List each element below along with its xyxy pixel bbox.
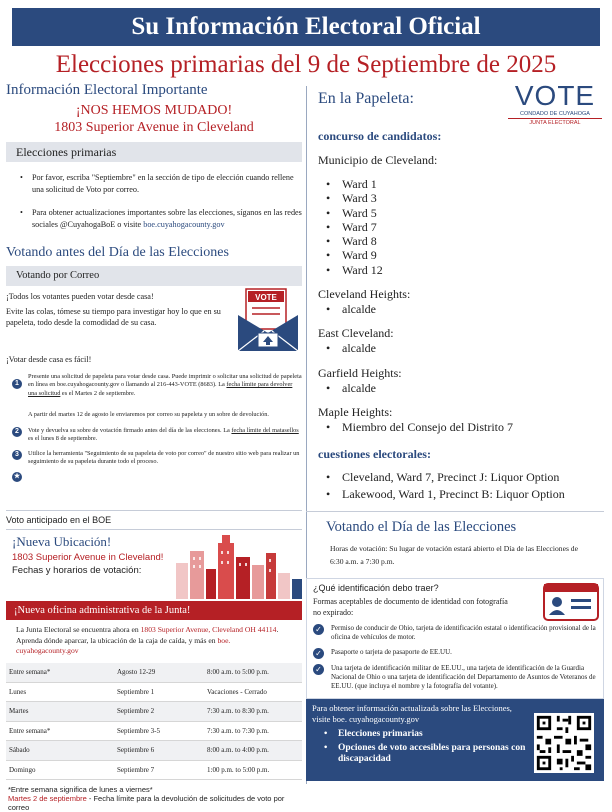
hours-time-cell: 8:00 a.m. to 5:00 p.m. [204,663,302,683]
mail-intro-p1: ¡Todos los votantes pueden votar desde casa! [6,292,154,301]
deadline-date: Martes 2 de septiembre [8,794,87,803]
vote-logo-word: VOTE [514,80,596,111]
mail-intro [6,291,302,353]
hours-row [6,682,302,702]
vote-envelope-icon [236,289,300,351]
place-name: Maple Heights: [318,404,393,419]
hours-time-cell: Vacaciones - Cerrado [204,682,302,702]
qr-code-icon[interactable] [534,713,594,773]
place-list [318,287,604,434]
hours-row [6,663,302,683]
cleveland-label: Municipio de Cleveland: [318,153,438,167]
id-intro: Formas aceptables de documento de identidad con fotografía no expirado: [313,596,508,617]
step-text: Presente una solicitud de papeleta para votar desde casa. Puede imprimir o solicitar una solicitud de papeleta en línea en boe.cuyahogacounty.gov o llamando al 216-443-VOTE (8683). La [28,373,302,389]
footer-link-item[interactable]: • Opciones de voto accesibles para personas con discapacidad [312,743,530,765]
right-column [312,80,604,781]
mail-steps [6,373,302,486]
step-number: 1 [12,379,22,389]
hours-row [6,741,302,761]
hours-row [6,760,302,780]
primaries-bullet-2 [6,207,302,230]
hours-day-cell: Domingo [6,760,114,780]
step-number: 3 [12,450,22,460]
new-office-bar: ¡Nueva oficina administrativa de la Junta! [6,601,302,620]
hours-date-cell: Septiembre 2 [114,702,204,722]
step-text: es el Martes 2 de septiembre. [60,389,136,397]
place-office: • Miembro del Consejo del Distrito 7 [318,420,604,434]
hours-footnote [6,785,302,812]
logo-board: JUNTA ELECTORAL [529,120,581,126]
hours-day-cell: Sábado [6,741,114,761]
new-location-heading: ¡Nueva Ubicación! [12,534,112,549]
step-text: Vote y devuelva su sobre de votación firmado antes del día de las elecciones. La [28,427,232,434]
step-number: 2 [12,427,22,437]
ward-item: • Ward 9 [318,248,604,262]
deadline-footnote [8,794,302,812]
id-item [313,664,597,692]
issue-item: • Lakewood, Ward 1, Precinct B: Liquor Option [318,487,604,501]
candidates-heading: concurso de candidatos: [318,129,442,143]
step-text: A partir del martes 12 de agosto le enviaremos por correo su papeleta y un sobre de devolución. [28,411,269,418]
id-item-text: Permiso de conducir de Ohio, tarjeta de identificación estatal o identificación provisional de la oficina de vehículos de motor. [331,623,596,642]
step-text: es el lunes 8 de septiembre. [28,435,98,443]
office-text-b: . Aprenda dónde aparcar, la ubicación de la caja de caída, y más en [16,625,279,645]
election-subtitle: Elecciones primarias del 9 de Septiembre de 2025 [55,51,557,78]
primaries-bullet-1: • Por favor, escriba "Septiembre" en la sección de tipo de elección cuando rellene una solicitud de Voto por correo. [6,172,302,195]
star-icon: ★ [13,473,21,480]
ward-item: • Ward 3 [318,191,604,205]
step-item [6,472,302,486]
new-location-block [6,533,302,601]
hours-time-cell: 7:30 a.m. to 8:30 p.m. [204,702,302,722]
logo-county: CONDADO DE CUYAHOGA [508,110,602,119]
hours-date-cell: Septiembre 7 [114,760,204,780]
hours-day-cell: Lunes [6,682,114,702]
hours-day-cell: Entre semana* [6,663,114,683]
hours-row [6,702,302,722]
primaries-bar: Elecciones primarias [6,142,302,162]
footer-text: Para obtener información actualizada sobre las Elecciones, visite boe. cuyahogacounty.gov [312,702,512,724]
place-name: East Cleveland: [318,326,394,341]
hours-time-cell: 7:30 a.m. to 7:30 p.m. [204,721,302,741]
issue-item: • Cleveland, Ward 7, Precinct J: Liquor Option [318,470,604,484]
id-item [313,648,597,657]
check-icon: ✓ [313,664,324,675]
mail-voting-bar: Votando por Correo [6,266,302,286]
id-heading: ¿Qué identificación debo traer? [313,582,439,593]
id-item [313,624,597,643]
cuyahoga-vote-logo [508,82,602,127]
page-banner-title: Su Información Electoral Oficial [12,8,600,46]
city-skyline-icon [172,529,304,599]
place-name: Garfield Heights: [318,365,402,380]
hours-time-cell: 8:00 a.m. to 4:00 p.m. [204,741,302,761]
election-day-heading: Votando el Día de las Elecciones [326,518,517,535]
voting-hours-table [6,663,302,781]
id-list [313,624,597,692]
hours-date-cell: Septiembre 1 [114,682,204,702]
section-divider [6,510,302,511]
ward-item: • Ward 7 [318,220,604,234]
place-office: • alcalde [318,381,604,395]
left-column [6,82,302,812]
weekday-footnote: *Entre semana significa de lunes a viernes* [8,785,153,794]
section-divider [306,511,604,512]
step-item [6,373,302,409]
step-item [6,427,302,447]
hours-date-cell: Septiembre 3-5 [114,721,204,741]
id-card-icon [543,583,599,623]
footer-link-item[interactable]: • Elecciones primarias [312,729,530,740]
boe-early-voting-label: Voto anticipado en el BOE [6,515,112,525]
deadline-text: - Fecha límite para la devolución de solicitudes de voto por correo [8,794,285,812]
hours-time-cell: 1:00 p.m. to 5:00 p.m. [204,760,302,780]
bullet-2-text: Para obtener actualizaciones importantes sobre las elecciones, síganos en las redes sociales @CuyahogaBoE o visite [32,208,302,229]
ward-list [318,177,604,277]
ward-item: • Ward 5 [318,206,604,220]
issue-list [318,470,604,501]
new-location-address: 1803 Superior Avenue in Cleveland! [12,552,164,563]
hours-day-cell: Entre semana* [6,721,114,741]
election-day-hours: Horas de votación: Su lugar de votación estará abierto el Día de las Elecciones de 6:30 a.m. a 7:30 p.m. [330,543,578,566]
moved-notice: ¡NOS HEMOS MUDADO! [75,103,233,118]
place-office: • alcalde [318,302,604,316]
voting-dates-label: Fechas y horarios de votación: [12,565,142,576]
step-text: Utilice la herramienta "Seguimiento de su papeleta de voto por correo" de nuestro sitio web para realizar un seguimiento de su papeleta durante todo el proceso. [28,450,300,466]
step-item [6,450,302,472]
office-address: 1803 Superior Avenue, Cleveland OH 44114 [140,625,277,634]
issues-heading: cuestiones electorales: [318,447,431,462]
moved-address: 1803 Superior Avenue in Cleveland [54,120,254,135]
footer-info-box [306,699,604,781]
id-requirements-box [306,578,604,699]
id-item-text: Una tarjeta de identificación militar de EE.UU., una tarjeta de identificación de la Guardia Nacional de Ohio o una tarjeta de identificación del Departamento de Asuntos de Veteranos de EE.UU. (que incluya el nombre y la fotografía del votante). [331,663,596,691]
step-item [6,411,302,425]
step-underline: fecha límite del matasellos [231,427,299,434]
ballot-heading: En la Papeleta: [318,90,414,107]
vote-home-easy: ¡Votar desde casa es fácil! [6,355,92,364]
hours-date-cell: Agosto 12-29 [114,663,204,683]
early-voting-heading: Votando antes del Día de las Elecciones [6,245,229,260]
office-text-a: La Junta Electoral se encuentra ahora en [16,625,141,634]
ward-item: • Ward 8 [318,234,604,248]
place-office: • alcalde [318,341,604,355]
hours-row [6,721,302,741]
mail-intro-p2: Evite las colas, tómese su tiempo para investigar hoy lo que en su papeleta, todo desde la comodidad de su casa. [6,307,221,327]
id-item-text: Pasaporte o tarjeta de pasaporte de EE.UU. [331,648,452,657]
step-underline: fecha límite para devolver una solicitud [28,381,293,397]
ward-item: • Ward 12 [318,263,604,277]
envelope-vote-label: VOTE [255,293,277,302]
office-link[interactable]: boe. cuyahogacounty.gov [16,635,231,655]
boe-website-link[interactable]: boe.cuyahogacounty.gov [143,219,225,229]
hours-day-cell: Martes [6,702,114,722]
info-heading: Información Electoral Importante [6,82,208,98]
check-icon: ✓ [313,648,324,659]
hours-date-cell: Septiembre 6 [114,741,204,761]
place-name: Cleveland Heights: [318,287,411,302]
new-office-text [6,620,302,663]
check-icon: ✓ [313,624,324,635]
ward-item: • Ward 1 [318,177,604,191]
